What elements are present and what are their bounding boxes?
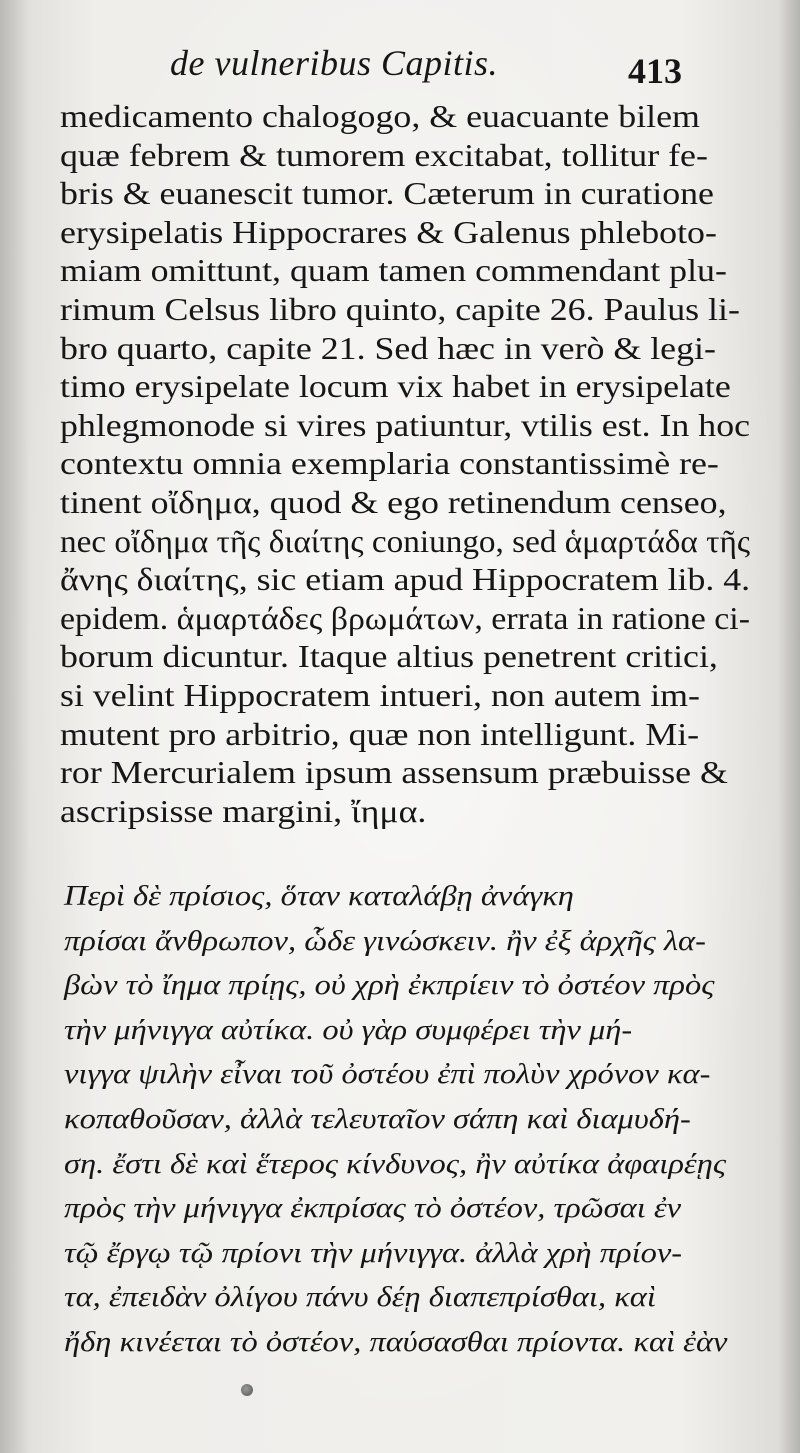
text-line: contextu omnia exemplaria constantissimè re-	[60, 445, 719, 482]
text-line: νιγγα ψιλὴν εἶναι τοῦ ὀστέου ἐπὶ πολὺν χρόνον κα-	[64, 1058, 711, 1091]
text-line: bro quarto, capite 21. Sed hæc in verò & legi-	[60, 329, 716, 366]
text-line: bris & euanescit tumor. Cæterum in curatione	[60, 175, 714, 212]
text-line: ἄνης διαίτης, sic etiam apud Hippocratem lib. 4.	[60, 561, 750, 598]
text-line: πρὸς τὴν μήνιγγα ἐκπρίσας τὸ ὀστέον, τρῶσαι ἐν	[64, 1192, 682, 1225]
text-line: mutent pro arbitrio, quæ non intelligunt. Mi-	[60, 715, 700, 752]
text-line: phlegmonode si vires patiuntur, vtilis est. In hoc	[60, 406, 750, 443]
text-line: ascripsisse margini, ἴημα.	[60, 792, 427, 829]
binding-shadow	[0, 0, 30, 1453]
text-line: medicamento chalogogo, & euacuante bilem	[60, 98, 700, 134]
text-line: rimum Celsus libro quinto, capite 26. Paulus li-	[60, 290, 740, 327]
text-line: quæ febrem & tumorem excitabat, tollitur fe-	[60, 136, 708, 173]
latin-commentary	[60, 97, 750, 830]
text-line: miam omittunt, quam tamen commendant plu-	[60, 252, 727, 289]
text-line: πρίσαι ἄνθρωπον, ὧδε γινώσκειν. ἢν ἐξ ἀρχῆς λα-	[64, 924, 706, 957]
text-line: epidem. ἁμαρτάδες βρωμάτων, errata in ratione ci-	[60, 599, 750, 636]
text-line: timo erysipelate locum vix habet in erysipelate	[60, 368, 731, 405]
text-line: βὼν τὸ ἴημα πρίῃς, οὐ χρὴ ἐκπρίειν τὸ ὀστέον πρὸς	[64, 969, 715, 1002]
running-head: de vulneribus Capitis.	[170, 43, 498, 83]
text-line: ση. ἔστι δὲ καὶ ἕτερος κίνδυνος, ἢν αὐτίκα ἀφαιρέῃς	[64, 1147, 727, 1180]
page-edge-shadow	[778, 0, 800, 1453]
text-line: nec οἴδημα τῆς διαίτης coniungo, sed ἁμαρτάδα τῆς	[60, 522, 750, 559]
text-line: si velint Hippocratem intueri, non autem im-	[60, 676, 700, 713]
ink-blot	[241, 1384, 253, 1396]
page-number: 413	[628, 51, 682, 91]
text-line: κοπαθοῦσαν, ἀλλὰ τελευταῖον σάπη καὶ διαμυδή-	[64, 1102, 691, 1135]
text-line: τῷ ἔργῳ τῷ πρίονι τὴν μήνιγγα. ἀλλὰ χρὴ πρίον-	[64, 1236, 683, 1269]
text-line: erysipelatis Hippocrares & Galenus phleboto-	[60, 213, 717, 250]
text-line: Περὶ δὲ πρίσιος, ὅταν καταλάβῃ ἀνάγκη	[64, 880, 574, 912]
text-line: tinent οἴδημα, quod & ego retinendum censeo,	[60, 483, 727, 520]
text-line: ἤδη κινέεται τὸ ὀστέον, παύσασθαι πρίοντα. καὶ ἐὰν	[64, 1325, 728, 1358]
text-line: τα, ἐπειδὰν ὀλίγου πάνυ δέῃ διαπεπρίσθαι, καὶ	[64, 1281, 656, 1314]
text-line: ror Mercurialem ipsum assensum præbuisse &	[60, 754, 728, 791]
text-line: τὴν μήνιγγα αὐτίκα. οὐ γὰρ συμφέρει τὴν μή-	[64, 1013, 633, 1046]
text-line: borum dicuntur. Itaque altius penetrent critici,	[60, 638, 718, 675]
greek-text	[64, 874, 754, 1365]
